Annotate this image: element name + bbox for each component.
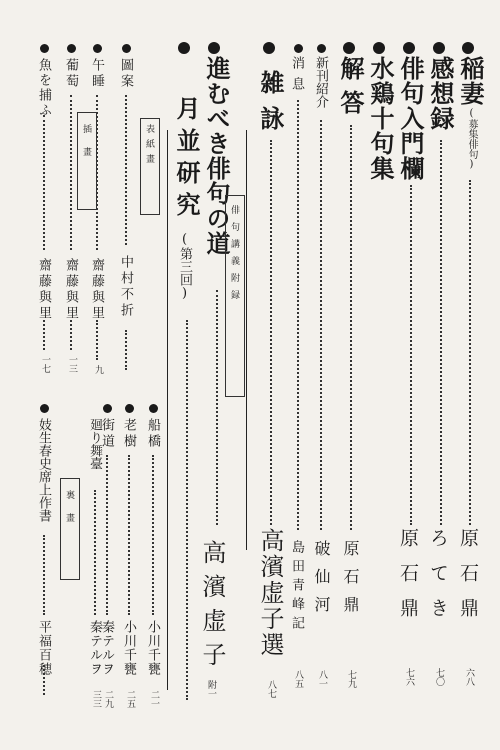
toc-page-inazuma: 六八: [464, 668, 474, 686]
toc-author-funabashi: 小川千甕: [145, 620, 160, 676]
bullet-icon: [67, 44, 76, 53]
toc-author-kansoroku: ろてき: [427, 528, 449, 633]
leader-dots: [43, 535, 45, 615]
toc-page-shosoku: 八五: [293, 670, 303, 688]
toc-page-susumubeki: 附一: [206, 680, 216, 698]
leader-dots: [350, 125, 352, 530]
toc-title-gozen: 午睡: [89, 58, 104, 90]
leader-dots: [320, 120, 322, 530]
toc-author-kaido: 秦テルヲ: [99, 620, 114, 676]
toc-title-haiku-nyumon: 俳句入門欄: [396, 56, 425, 181]
leader-dots: [70, 95, 72, 250]
toc-author-kiyoharu: 平福百穂: [36, 620, 51, 676]
toc-title-kaito: 解答: [336, 56, 365, 124]
leader-dots: [43, 665, 45, 695]
leader-dots: [128, 455, 130, 615]
leader-dots: [410, 185, 412, 525]
toc-page-kaito: 七九: [346, 670, 356, 688]
leader-dots: [270, 140, 272, 525]
bullet-icon: [462, 42, 474, 54]
leader-dots: [94, 490, 96, 615]
toc-page-zatsuei: 八七: [266, 680, 276, 698]
leader-dots: [96, 320, 98, 360]
box-label-susumubeki: 俳句講義附録: [229, 205, 239, 307]
leader-dots: [106, 455, 108, 615]
toc-page-kaido: 二九: [103, 690, 113, 708]
toc-author-roju: 小川千甕: [121, 620, 136, 676]
toc-page-haiku-nyumon: 七六: [404, 668, 414, 686]
toc-page-meguri: 三三: [91, 690, 101, 708]
bullet-icon: [317, 44, 326, 53]
bullet-icon: [433, 42, 445, 54]
toc-author-gozen: 齋藤與里: [89, 258, 104, 322]
leader-dots: [152, 455, 154, 615]
toc-author-meguri: 秦テルヲ: [87, 620, 102, 676]
toc-title-zuan: 圖案: [118, 58, 133, 90]
bullet-icon: [149, 404, 158, 413]
toc-author-sakana: 齋藤與里: [36, 258, 51, 322]
toc-author-inazuma: 原石鼎: [457, 528, 479, 633]
toc-page-gozen: 九: [93, 365, 103, 374]
toc-title-tsukinami: 月並研究: [172, 96, 201, 224]
toc-title-inazuma: 稲妻: [456, 56, 485, 106]
toc-title-shinkan: 新刊紹介: [313, 56, 328, 108]
bullet-icon: [103, 404, 112, 413]
toc-author-zatsuei: 高濱虚子選: [256, 528, 284, 658]
leader-dots: [125, 95, 127, 245]
leader-dots: [297, 100, 299, 530]
bullet-icon: [40, 44, 49, 53]
toc-author-susumubeki: 高濱虚子: [198, 540, 226, 676]
toc-title-kansoroku: 感想録: [426, 56, 455, 131]
toc-author-zuan: 中村不折: [118, 255, 133, 319]
bullet-icon: [93, 44, 102, 53]
toc-page-sakana: 一七: [40, 355, 50, 373]
toc-title-sakana: 魚を捕ふ: [36, 58, 51, 118]
bullet-icon: [343, 42, 355, 54]
leader-dots: [43, 320, 45, 350]
box-label-zuan: 表紙畫: [144, 124, 154, 169]
leader-dots: [125, 330, 127, 370]
toc-author-shosoku: 島田青峰記: [289, 540, 304, 635]
toc-title-zatsuei: 雑詠: [256, 70, 285, 142]
bullet-icon: [208, 42, 220, 54]
toc-author-shinkan: 破仙河: [312, 540, 331, 624]
box-label-kiyoharu: 裏畫: [64, 490, 74, 536]
toc-title-susumubeki: 進むべき俳句の道: [202, 56, 231, 256]
bullet-icon: [122, 44, 131, 53]
toc-title-roju: 老樹: [121, 418, 136, 450]
leader-dots: [43, 115, 45, 250]
bullet-icon: [403, 42, 415, 54]
bullet-icon: [40, 404, 49, 413]
leader-dots: [469, 180, 471, 525]
toc-title-funabashi: 船橋: [145, 418, 160, 450]
toc-title-shosoku: 消息: [289, 56, 304, 98]
toc-title-budo: 葡萄: [63, 58, 78, 90]
toc-page-roju: 二五: [125, 690, 135, 708]
toc-title-kiyoharu: 妓生春史席上作書: [36, 418, 51, 522]
toc-author-kaito: 原石鼎: [341, 540, 360, 624]
leader-dots: [216, 290, 218, 525]
toc-sub-inazuma: (募集俳句): [466, 108, 477, 170]
bullet-icon: [178, 42, 190, 54]
toc-sub-tsukinami: (第三回): [177, 232, 192, 301]
divider-line: [246, 130, 247, 550]
divider-line: [167, 130, 168, 690]
toc-page-shinkan: 八一: [317, 670, 327, 688]
box-label-sashie: 插畫: [81, 124, 91, 170]
leader-dots: [70, 320, 72, 350]
leader-dots: [186, 320, 188, 700]
toc-page-funabashi: 二一: [149, 690, 159, 708]
toc-page-kansoroku: 七〇: [434, 668, 444, 686]
leader-dots: [440, 140, 442, 525]
toc-page-budo: 一三: [67, 355, 77, 373]
bullet-icon: [373, 42, 385, 54]
bullet-icon: [263, 42, 275, 54]
bullet-icon: [125, 404, 134, 413]
toc-title-kaido: 街道: [99, 418, 114, 450]
toc-title-meguri: 廻り舞臺: [87, 418, 102, 470]
toc-author-budo: 齋藤與里: [63, 258, 78, 322]
bullet-icon: [294, 44, 303, 53]
toc-title-suikei: 水鶏十句集: [366, 56, 395, 181]
toc-author-haiku-nyumon: 原石鼎: [397, 528, 419, 633]
